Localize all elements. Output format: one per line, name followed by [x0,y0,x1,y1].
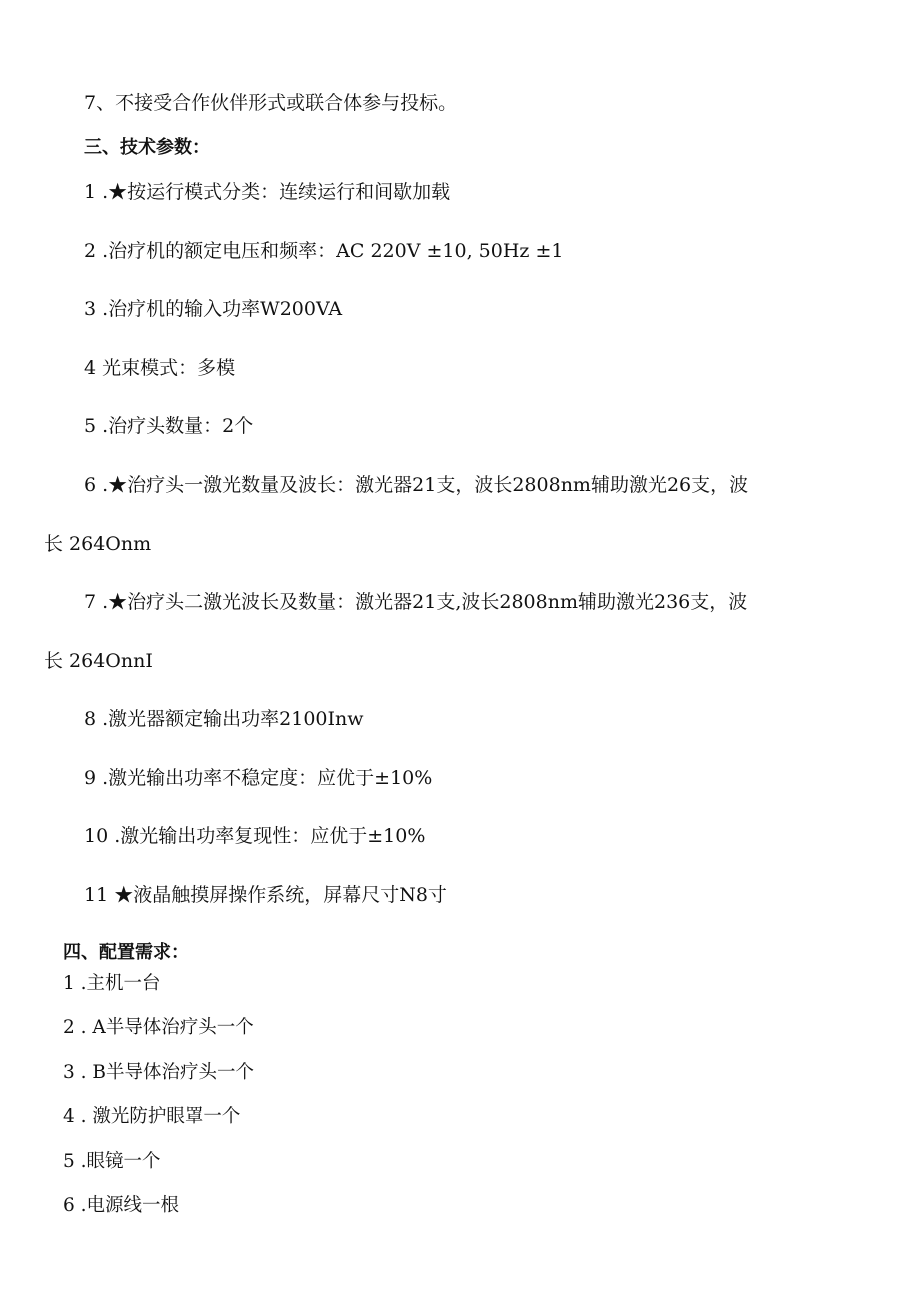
tech-item-6-continued: 长 264Onm [44,533,152,555]
tech-item-7: 7 .★治疗头二激光波长及数量：激光器21支,波长2808nm辅助激光236支，波 [84,591,748,613]
tech-item-8: 8 .激光器额定输出功率2100Inw [84,708,364,730]
tech-item-5: 5 .治疗头数量：2个 [84,415,254,437]
config-item-6: 6 .电源线一根 [63,1195,180,1216]
tech-item-3: 3 .治疗机的输入功率W200VA [84,298,343,320]
tech-item-10: 10 .激光输出功率复现性：应优于±10% [84,825,426,847]
config-item-1: 1 .主机一台 [63,973,161,994]
tech-params-heading: 三、技术参数： [84,137,210,158]
tech-item-2: 2 .治疗机的额定电压和频率：AC 220V ±10, 50Hz ±1 [84,240,564,262]
config-item-4: 4 . 激光防护眼罩一个 [63,1106,241,1127]
config-item-3: 3 . B半导体治疗头一个 [63,1062,255,1083]
tech-item-4: 4 光束模式：多模 [84,357,236,379]
config-heading: 四、配置需求： [63,942,189,963]
tech-item-7-continued: 长 264OnnI [44,650,153,672]
tech-item-6: 6 .★治疗头一激光数量及波长：激光器21支，波长2808nm辅助激光26支，波 [84,474,749,496]
tech-item-11: 11 ★液晶触摸屏操作系统，屏幕尺寸N8寸 [84,884,447,906]
tech-item-1: 1 .★按运行模式分类：连续运行和间歇加载 [84,181,451,203]
config-item-2: 2 . A半导体治疗头一个 [63,1017,254,1038]
intro-item-7: 7、不接受合作伙伴形式或联合体参与投标。 [84,92,458,114]
config-item-5: 5 .眼镜一个 [63,1151,161,1172]
tech-item-9: 9 .激光输出功率不稳定度：应优于±10% [84,767,433,789]
